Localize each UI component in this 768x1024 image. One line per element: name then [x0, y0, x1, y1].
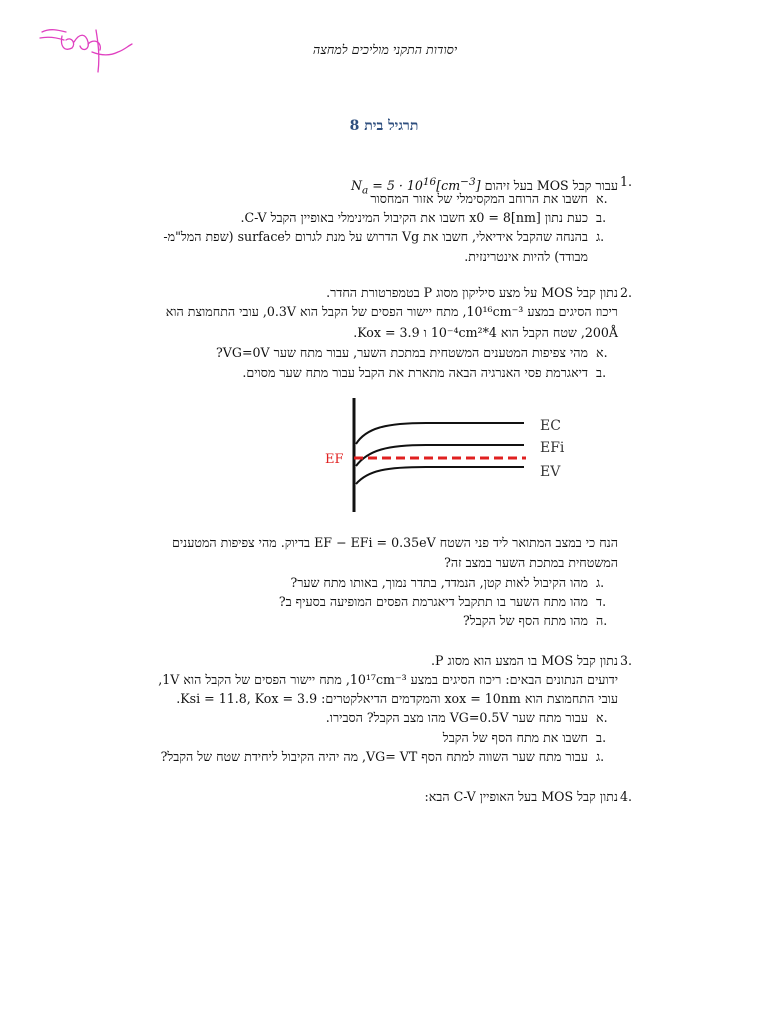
- q2-line3: 200Å, שטח הקבל הוא 4*10⁻⁴cm² ו Kox = 3.9.: [353, 325, 618, 340]
- efi-label: EFi: [540, 440, 565, 456]
- q3-line1: נתון קבל MOS בו המצע הוא מסוג P.: [430, 653, 618, 668]
- q2-item-e-letter: ה.: [596, 613, 608, 628]
- q2-item-a: מהי צפיפות המטענים המשטחית במתכת השער, עבור מתח שער VG=0V?: [216, 345, 588, 360]
- q3-item-a: עבור מתח שער VG=0.5V מהו מצב הקבל? הסבירו.: [325, 710, 588, 725]
- q1-item-a: חשבו את הרוחב המקסימלי של אזור המחסור: [370, 191, 588, 206]
- q3-line3: עובי התחמוצת הוא xox = 10nm והמקדמים הדיאלקטרים: Ksi = 11.8, Kox = 3.9.: [176, 691, 618, 706]
- intrinsic-level-curve: [356, 445, 524, 466]
- ec-label: EC: [540, 418, 561, 434]
- q1-stem-math: $N_a = 5 \cdot 10^{16}[cm^{-3}]$: [350, 176, 481, 197]
- q4-text: נתון קבל MOS בעל האופיין C-V הבא:: [424, 789, 618, 804]
- q1-item-b-letter: ב.: [596, 210, 607, 225]
- q1-number: 1.: [620, 174, 633, 189]
- q2-item-c: מהו הקיבול לאות קטן, הנמדד, בתדר נמוך, באותו מתח שער?: [290, 575, 588, 590]
- q2-number: 2.: [620, 285, 633, 300]
- q2-item-b: דיאגרמת פסי האנרגיה הבאה מתארת את הקבל עבור מתח שער מסוים.: [242, 365, 588, 380]
- ef-label: EF: [325, 452, 344, 467]
- q2-after-line2: המשטחית במתכת השער במצב זה?: [444, 555, 618, 570]
- q2-line1: נתון קבל MOS על מצע סיליקון מסוג P בטמפרטורת החדר.: [326, 285, 618, 300]
- page-title: תרגיל בית 8: [349, 118, 419, 134]
- q1-item-b: כעת נתון x0 = 8[nm] חשבו את הקיבול המינימלי באופיין הקבל C-V.: [240, 210, 588, 225]
- q1-item-c-cont: מבודד) להיות אינטרינזית.: [464, 249, 588, 264]
- q3-line2: ידועים הנתונים הבאים: ריכוז הסיגים במצע 10¹⁷cm⁻³, מתח יישור הפסים של הקבל הוא 1V,: [158, 672, 618, 687]
- q2-line2: ריכוז הסיגים במצע 10¹⁶cm⁻³, מתח יישור הפסים של הקבל הוא 0.3V, עובי התחמוצת הוא: [165, 304, 618, 319]
- q4-number: 4.: [620, 789, 633, 804]
- conduction-band-curve: [356, 423, 524, 444]
- q3-item-b: חשבו את מתח הסף של הקבל: [442, 730, 588, 745]
- q3-number: 3.: [620, 653, 633, 668]
- q2-item-e: מהו מתח הסף של הקבל?: [463, 613, 588, 628]
- q2-item-a-letter: א.: [596, 345, 608, 360]
- q3-item-b-letter: ב.: [596, 730, 607, 745]
- q3-item-a-letter: א.: [596, 710, 608, 725]
- q2-item-b-letter: ב.: [596, 365, 607, 380]
- course-header: יסודות התקני מוליכים למחצה: [312, 42, 458, 57]
- q1-item-c-letter: ג.: [596, 229, 605, 244]
- q2-item-d: מהו מתח השער בו תתקבל דיאגרמת הפסים המופיעה בסעיף ב?: [278, 594, 588, 609]
- q1-item-a-letter: א.: [596, 191, 608, 206]
- q1-stem-text: עבור קבל MOS בעל זיהום: [484, 178, 618, 194]
- signature-logo: [36, 22, 136, 84]
- valence-band-curve: [356, 467, 524, 484]
- energy-band-diagram: [316, 394, 576, 516]
- q3-item-c-letter: ג.: [596, 749, 605, 764]
- q1-item-c: בהנחה שהקבל אידיאלי, חשבו את Vg הדרוש על מנת לגרום לsurface (שפת המל"מ-: [163, 229, 588, 244]
- q2-item-d-letter: ד.: [596, 594, 607, 609]
- q3-item-c: עבור מתח שער השווה למתח הסף VG= VT, מה יהיה הקיבול ליחידת שטח של הקבל?: [160, 749, 588, 764]
- q2-after-line1: הנח כי במצב המתואר ליד פני השטח EF − EFi = 0.35eV בדיוק. מהי צפיפות המטענים: [171, 535, 618, 550]
- q2-item-c-letter: ג.: [596, 575, 605, 590]
- ev-label: EV: [540, 464, 561, 480]
